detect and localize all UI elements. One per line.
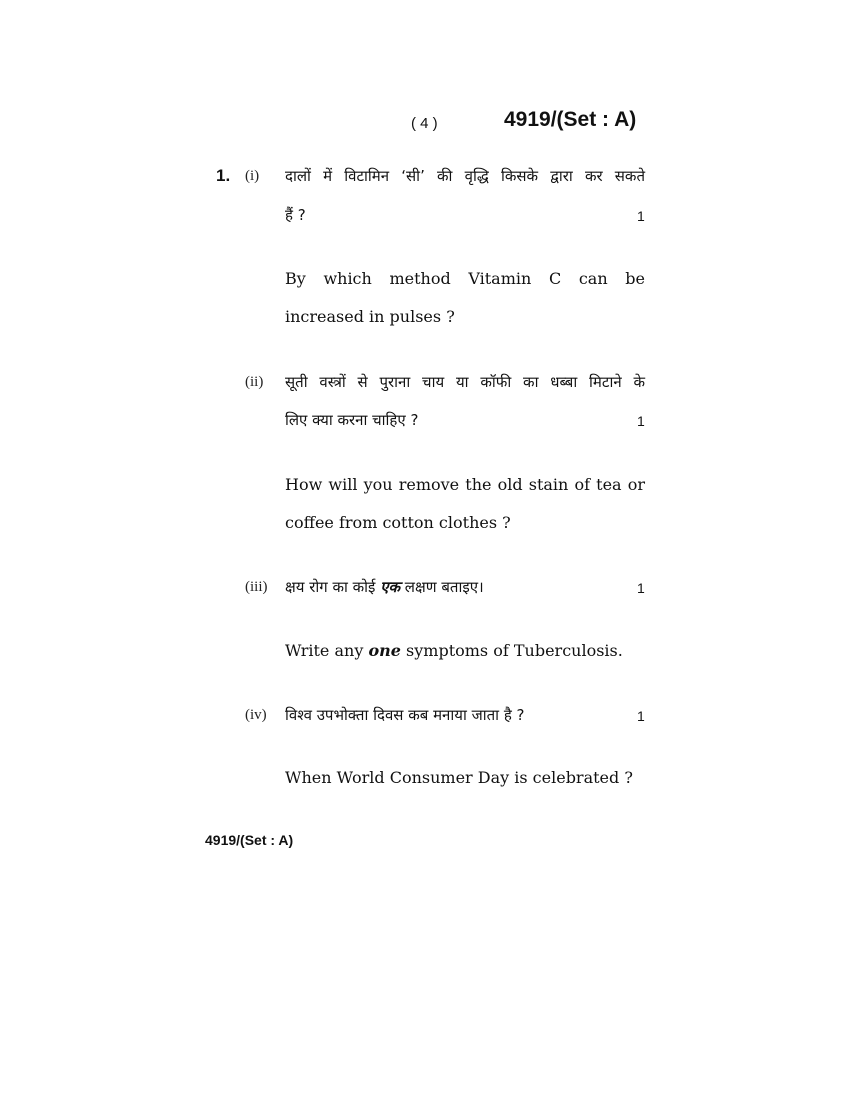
part-iv-marks: 1 [637,708,645,724]
part-ii-english-line2: coffee from cotton clothes ? [285,513,511,532]
part-iii-hindi [285,577,484,597]
part-i-english-line1: By which method Vitamin C can be [285,269,645,288]
part-iii-label: (iii) [245,579,268,595]
part-i-label: (i) [245,168,260,184]
part-iii-hindi-pre: क्षय रोग का कोई [285,578,376,596]
part-iii-english-pre: Write any [285,641,364,660]
part-ii-marks: 1 [637,413,645,429]
part-iii-marks: 1 [637,580,645,596]
part-i-hindi-line2: हैं ? [285,206,306,224]
part-ii-hindi-line2: लिए क्या करना चाहिए ? [285,411,419,429]
part-ii-label: (ii) [245,374,264,390]
paper-code-header: 4919/(Set : A) [504,108,637,131]
part-ii-english-line1: How will you remove the old stain of tea or [285,475,645,494]
part-i-marks: 1 [637,208,645,224]
part-iii-hindi-post: लक्षण बताइए। [404,578,484,596]
part-ii-hindi-line1: सूती वस्त्रों से पुराना चाय या कॉफी का धब्बा मिटाने के [285,373,645,391]
part-i-english-line2: increased in pulses ? [285,307,455,326]
page-number: ( 4 ) [411,115,438,132]
part-iv-label: (iv) [245,707,267,723]
part-iii-hindi-emphasis: एक [380,578,401,596]
question-number: 1. [216,166,231,185]
part-iii-english-post: symptoms of Tuberculosis. [406,641,623,660]
part-i-hindi-line1: दालों में विटामिन ‘सी’ की वृद्धि किसके द्वारा कर सकते [285,167,645,185]
part-iv-english: When World Consumer Day is celebrated ? [285,768,633,787]
paper-code-footer: 4919/(Set : A) [205,832,294,848]
part-iv-hindi: विश्व उपभोक्ता दिवस कब मनाया जाता है ? [285,706,525,724]
part-iii-english-emphasis: one [368,641,401,660]
part-iii-english [285,641,623,660]
